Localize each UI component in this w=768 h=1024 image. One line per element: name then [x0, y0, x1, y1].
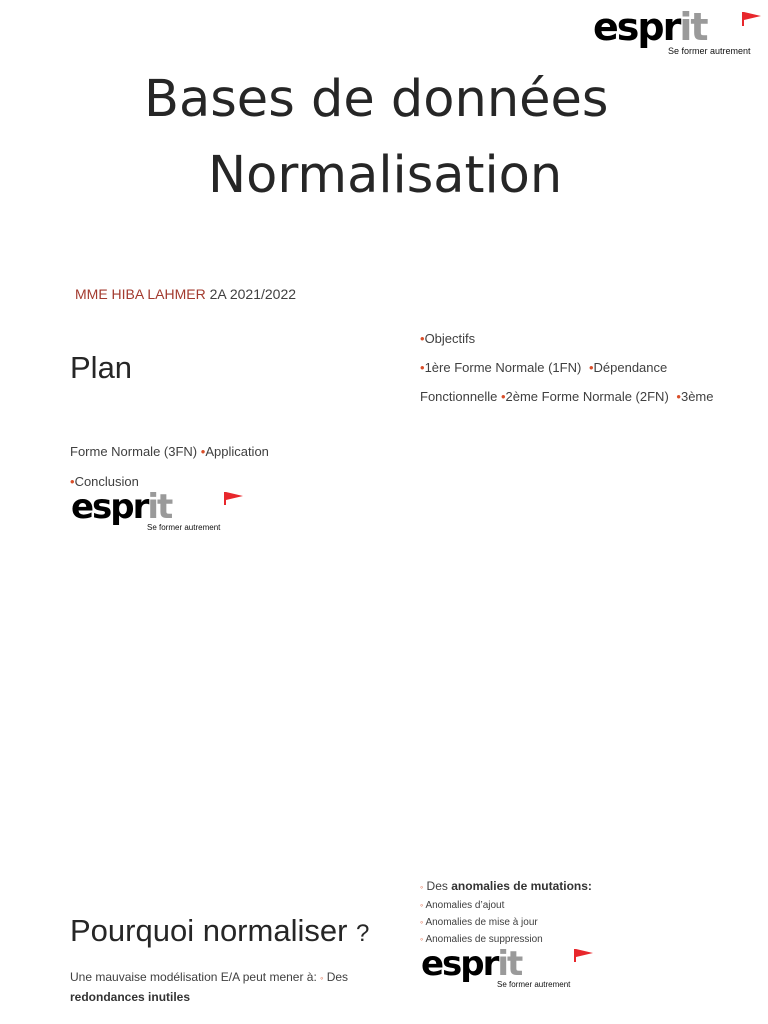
question-mark: ?: [356, 920, 370, 947]
plan-item-label: Objectifs: [424, 331, 476, 346]
hollow-bullet-icon: ◦: [420, 900, 424, 910]
redondances-text: redondances inutiles: [70, 990, 191, 1004]
logo-wordmark: esprit: [421, 944, 522, 984]
flag-icon: [573, 949, 593, 962]
bullet-icon: •: [200, 444, 206, 459]
plan-item-line: [70, 444, 269, 459]
hollow-bullet-icon: ◦: [420, 917, 424, 927]
logo-tagline: Se former autrement: [147, 523, 221, 532]
plan-item-line: [420, 360, 667, 375]
title-line-2: Normalisation: [208, 146, 563, 205]
plan-item-line: [420, 389, 714, 404]
bullet-icon: •: [420, 360, 425, 375]
esprit-logo: [593, 5, 768, 56]
logo-wordmark: esprit: [71, 487, 172, 527]
intro-text: Une mauvaise modélisation E/A peut mener à: ◦ Des: [70, 970, 349, 984]
anomaly-item: ◦ Anomalies de mise à jour: [420, 917, 538, 928]
logo-tagline: Se former autrement: [497, 980, 571, 989]
esprit-logo: [71, 487, 246, 535]
anomaly-item: ◦ Anomalies d’ajout: [420, 900, 505, 911]
plan-item-label: Conclusion: [74, 474, 139, 489]
plan-item-label: 3ème: [680, 389, 714, 404]
pourquoi-heading: Pourquoi normaliser ?: [70, 913, 370, 948]
esprit-logo: [421, 944, 596, 992]
bullet-icon: •: [420, 331, 425, 346]
anomaly-item: ◦ Anomalies de suppression: [420, 934, 543, 945]
plan-item-label: Dépendance: [593, 360, 668, 375]
plan-heading: Plan: [70, 350, 133, 385]
bullet-icon: •: [500, 389, 506, 404]
logo-tagline: Se former autrement: [668, 46, 751, 56]
page-title: [0, 62, 768, 214]
author-line: [75, 286, 296, 302]
hollow-bullet-icon: ◦: [420, 882, 424, 892]
author-name: MME HIBA LAHMER: [75, 286, 206, 302]
plan-item-label: 2ème Forme Normale (2FN): [505, 389, 669, 404]
bullet-icon: •: [676, 389, 681, 404]
bullet-icon: •: [588, 360, 594, 375]
flag-icon: [741, 12, 761, 26]
plan-item-label: 1ère Forme Normale (1FN): [424, 360, 582, 375]
anomalies-line: ◦ Des anomalies de mutations:: [420, 879, 592, 893]
hollow-bullet-icon: ◦: [420, 934, 424, 944]
bullet-icon: •: [70, 474, 75, 489]
title-line-1: Bases de données: [144, 70, 609, 129]
flag-icon: [223, 492, 243, 505]
plan-item-label: Forme Normale (3FN): [70, 444, 198, 459]
logo-wordmark: esprit: [593, 5, 707, 49]
hollow-bullet-icon: ◦: [320, 973, 324, 983]
plan-item-label: Application: [205, 444, 269, 459]
plan-item: [420, 331, 475, 346]
anomalies-label: anomalies de mutations:: [451, 879, 592, 893]
plan-item-label: Fonctionnelle: [420, 389, 498, 404]
author-details: 2A 2021/2022: [209, 286, 297, 302]
